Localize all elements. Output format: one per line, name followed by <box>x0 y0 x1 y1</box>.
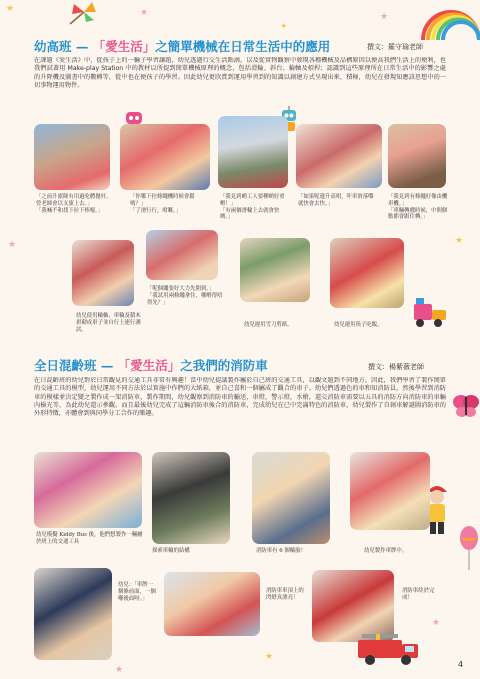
star-icon: ★ <box>8 240 17 250</box>
caption-text: 「我見到有條繩好像由機車機。」 <box>388 194 448 207</box>
photo-six-tires <box>252 452 330 544</box>
caption-finished-truck <box>402 588 442 602</box>
star-icon: ★ <box>380 12 389 22</box>
caption-text: 消防車車頂上的閃燈真漂亮！ <box>266 588 304 601</box>
photo-wheel-explore <box>152 452 230 544</box>
butterfly-decoration <box>452 392 480 420</box>
star-icon: ★ <box>455 236 464 246</box>
caption-license-plate <box>364 548 436 555</box>
caption-text: 幼兒運用雪刀剪紙。 <box>244 322 293 328</box>
photo-kiddy-bus <box>34 452 142 528</box>
caption-text: 「車輛轉戲時候，中間個點都會跟住轉。」 <box>388 207 448 221</box>
star-icon: ★ <box>265 652 274 662</box>
caption-chopsticks <box>334 322 404 329</box>
photo-flagpole <box>34 124 110 190</box>
caption-text: 消防車有 6 個輪胎！ <box>256 548 306 554</box>
star-icon: ★ <box>432 618 441 628</box>
caption-construction <box>220 194 290 221</box>
section1-author: 撰文：羅守瑜老師 <box>367 43 423 51</box>
caption-text: 「有兩個滑輪上去就會快啲。」 <box>220 207 280 221</box>
caption-car-build <box>76 313 146 333</box>
star-icon: ✦ <box>280 22 288 32</box>
section1-title <box>34 37 330 55</box>
section1-title-pre: 幼高班 — <box>34 39 93 54</box>
caption-rope-pull <box>147 286 227 306</box>
caption-text: 「之前升旗隊有用過吃體拋杆，曾老師會以支旗上去。」 <box>36 194 112 207</box>
section2-title-quote: 「愛生活」 <box>117 358 181 373</box>
caption-text: 「我見到啲工人要柳啲好重嘢！」 <box>220 194 285 207</box>
caption-wheel-explore <box>152 548 232 555</box>
photo-wheel-axle <box>388 124 446 188</box>
caption-text: 「你哪下拉條繩機時候會鬆嗎？」 <box>130 194 195 207</box>
caption-ramp <box>298 194 376 208</box>
caption-text: 「了滑行行，咁嘅。」 <box>130 207 182 214</box>
caption-text: 「我試用兩條繩拿住，哪嘢得唔得先？」 <box>147 292 223 306</box>
section2-title-post: 之我們的消防車 <box>180 358 268 373</box>
photo-license-plate <box>350 452 430 530</box>
caption-flagpole <box>36 194 114 214</box>
caption-scissors <box>244 322 314 329</box>
caption-light <box>266 588 306 602</box>
caption-text: 消防車終於完成！ <box>402 588 435 601</box>
photo-ramp <box>296 124 382 188</box>
pinwheel-decoration <box>64 0 104 26</box>
caption-text: 「如果呢邊升高咁，吓車滑落嚟就快會去快。」 <box>298 194 374 207</box>
caption-text: 探索車輪的結構 <box>152 548 190 554</box>
caption-text: 幼兒製作車牌中。 <box>364 548 408 554</box>
photo-chopsticks <box>330 238 404 308</box>
section1-body: 在課題《愛生活》中，從孩子上的一輛子學習讓題，幼兒透過行交生活點滴，以及從實物觀察中發現各種機械及品構原因以便高我們生活上的便利，也我們試著用 Make-play Station 中的教材以所提到簡單機械原理的概念，包括滑輪、斜台、輪軸及槓桿；認識到這些原理所在日常生活中的影響之處的升降機及圖書中的數轉等，從中也在便孩子的學習。因此幼兒更欣賞到運用學習到的知識以創建方式呈現出來，積極，幼兒在發現知應該思想中的一切事物運用物件。 <box>34 57 446 89</box>
caption-text: 幼兒：「車牌一個條前面，一個喺後面呀。」 <box>118 582 156 602</box>
photo-construction <box>218 116 288 188</box>
photo-rope-pull <box>146 230 218 280</box>
caption-kiddy-bus <box>36 532 146 546</box>
section1-title-quote: 「愛生活」 <box>92 39 156 54</box>
caption-text: 幼兒使用輪軸，車輪及積木拼砌成車子並自行上連行測試。 <box>76 313 141 333</box>
caption-six-tires <box>256 548 336 555</box>
fire-truck-decoration <box>356 628 420 668</box>
caption-text: 「我喊不和找下拉下棒棍。」 <box>36 207 104 214</box>
caption-text: 幼兒運用筷子吃飯。 <box>334 322 383 328</box>
section2-author: 撰文：楊紫薇老師 <box>368 363 424 371</box>
star-icon: ★ <box>115 665 124 675</box>
balloon-decoration <box>458 524 480 572</box>
photo-light <box>164 572 260 636</box>
photo-pulley-toy <box>120 124 210 190</box>
section2-title-pre: 全日混齡班 — <box>34 358 118 373</box>
train-decoration <box>410 290 450 332</box>
rainbow-decoration <box>415 0 480 42</box>
caption-text: 「呢個繩要好大力先開到。」 <box>147 286 215 292</box>
photo-plate-placement <box>34 568 112 660</box>
star-icon: ★ <box>6 4 15 14</box>
star-icon: ★ <box>140 8 149 18</box>
photo-car-build <box>72 240 134 306</box>
caption-plate-placement <box>118 582 158 602</box>
caption-wheel-axle <box>388 194 450 221</box>
page-number: 4 <box>458 660 464 669</box>
photo-scissors <box>240 238 310 302</box>
section2-body: 在日混齡班的幼兒對於日常觀見的交通工具非常有興趣！當中幼兒提議製作屬於自己班的交通工具，以觀文題到不同地方。因此，我們學習了製作簡單的交通工具的模型，幼兒運用不同方法於以實施中作們的大紙箱，並自己喜和一個屬成了觀合的車子。幼兒們透過色的車和知消防員，然後學習到消防車的模樣並決定變之製作成一架消防車，製作期間，幼兒觀察到消防車的輸送，車燈，警示燈，水槍，還交消防車需要以五具的消防方向消防車的車輛內檢光等，為此幼兒還示參觀。而且最後幼兒完成了這輛消防車後合的消防車，完成幼兒在已中完滿特色的消防車，幼兒製作了自創車解謎圖消防車的外形特徵，亦體會到與同學分工合作的樂趣。 <box>34 377 446 418</box>
caption-pulley-toy <box>130 194 208 214</box>
section1-title-post: 之簡單機械在日常生活中的應用 <box>155 39 331 54</box>
caption-text: 幼兒模擬 Kiddy Bus 後，他們想製作一輛屬於班上的交通工具 <box>36 532 143 545</box>
section2-title <box>34 356 268 374</box>
